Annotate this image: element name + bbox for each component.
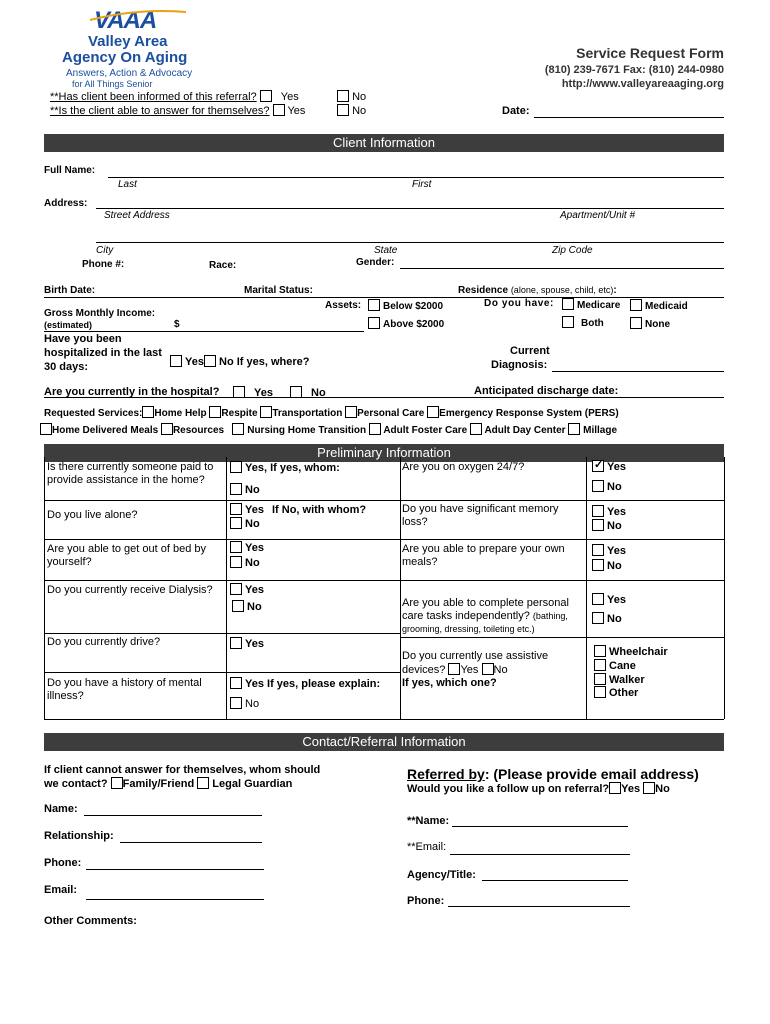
bed-no-option: No — [230, 556, 260, 569]
answer-no-option: No — [337, 104, 366, 117]
personal-yes-option: Yes — [592, 593, 626, 606]
q-drive: Do you currently drive? — [47, 636, 161, 648]
income-dollar: $ — [174, 319, 180, 330]
logo-line2: Agency On Aging — [62, 49, 188, 66]
dialysis-yes-option: Yes — [230, 583, 264, 596]
logo-tagline1: Answers, Action & Advocacy — [66, 68, 193, 79]
relationship-field[interactable] — [120, 842, 262, 843]
hospitalized-no-option: No If yes, where? — [204, 355, 309, 368]
oxygen-yes-option: ✓ Yes — [592, 460, 626, 473]
logo-mark-icon — [88, 6, 188, 32]
meals-yes-checkbox[interactable] — [592, 544, 604, 556]
answer-yes-checkbox[interactable] — [273, 104, 285, 116]
phone-label: Phone #: — [82, 259, 125, 270]
gender-field[interactable] — [400, 268, 724, 269]
city-caption: City — [96, 245, 114, 256]
client-info-header: Client Information — [44, 134, 724, 152]
assets-below-checkbox[interactable] — [368, 299, 380, 311]
mental-no-checkbox[interactable] — [230, 697, 242, 709]
assets-above-option: Above $2000 — [368, 317, 444, 330]
informed-yes-checkbox[interactable] — [260, 90, 272, 102]
q-memory-loss: Do you have significant memory loss? — [402, 503, 559, 528]
apt-caption: Apartment/Unit # — [560, 210, 636, 221]
q-which-device: If yes, which one? — [402, 677, 497, 689]
dialysis-yes-checkbox[interactable] — [230, 583, 242, 595]
memory-no-option: No — [592, 519, 622, 532]
referrer-email-label: **Email: — [407, 841, 447, 853]
income-field[interactable] — [44, 331, 364, 332]
respite-checkbox[interactable] — [209, 406, 221, 418]
oxygen-yes-checkbox[interactable] — [592, 460, 604, 472]
hospitalized-yes-option: Yes — [170, 355, 204, 368]
first-name-caption: First — [412, 179, 432, 190]
assets-above-checkbox[interactable] — [368, 317, 380, 329]
q-assistive-devices: Do you currently use assistive devices? Yes No — [402, 650, 549, 676]
q-oxygen: Are you on oxygen 24/7? — [402, 461, 525, 473]
personal-care-checkbox[interactable] — [345, 406, 357, 418]
paid-no-option: No — [230, 483, 260, 496]
follow-up-yes-checkbox[interactable] — [609, 782, 621, 794]
hospitalized-label-1: Have you been — [44, 333, 122, 345]
none-checkbox[interactable] — [630, 317, 642, 329]
birth-date-label: Birth Date: — [44, 285, 96, 296]
bed-yes-checkbox[interactable] — [230, 541, 242, 553]
referrer-email-field[interactable] — [450, 854, 630, 855]
street-address-field[interactable] — [96, 208, 724, 209]
logo-tagline2: for All Things Senior — [72, 79, 153, 89]
agency-title-label: Agency/Title: — [407, 869, 476, 881]
current-diagnosis-label-1: Current — [510, 345, 550, 357]
medicaid-checkbox[interactable] — [630, 299, 642, 311]
referral-informed-question: **Has client been informed of this referral? Yes — [50, 91, 299, 103]
memory-yes-checkbox[interactable] — [592, 505, 604, 517]
birth-marital-residence-line[interactable] — [44, 297, 724, 298]
answer-no-checkbox[interactable] — [337, 104, 349, 116]
walker-checkbox[interactable] — [594, 673, 606, 685]
pers-checkbox[interactable] — [427, 406, 439, 418]
cane-checkbox[interactable] — [594, 659, 606, 671]
income-estimated-label: (estimated) — [44, 320, 93, 330]
family-friend-checkbox[interactable] — [111, 777, 123, 789]
in-hospital-no-option: No — [290, 386, 326, 399]
walker-option: Walker — [594, 673, 645, 686]
mental-yes-option: Yes If yes, please explain: — [230, 677, 380, 690]
alone-no-option: No — [230, 517, 260, 530]
q-personal-care: Are you able to complete personal care tasks independently? (bathing, grooming, dressing, toileting etc.) — [402, 597, 569, 634]
state-caption: State — [374, 245, 398, 256]
gender-label: Gender: — [356, 257, 395, 268]
memory-yes-option: Yes — [592, 505, 626, 518]
home-help-checkbox[interactable] — [142, 406, 154, 418]
assistive-no-checkbox[interactable] — [482, 663, 494, 675]
adult-day-center-checkbox[interactable] — [470, 423, 482, 435]
home-delivered-meals-checkbox[interactable] — [40, 423, 52, 435]
alone-yes-checkbox[interactable] — [230, 503, 242, 515]
client-answer-question: **Is the client able to answer for themselves? Yes — [50, 105, 306, 117]
paid-no-checkbox[interactable] — [230, 483, 242, 495]
residence-label: Residence (alone, spouse, child, etc): — [458, 285, 617, 296]
follow-up-question: Would you like a follow up on referral? Yes No — [407, 783, 670, 795]
contact-name-label: Name: — [44, 803, 78, 815]
assets-below-option: Below $2000 — [368, 299, 443, 312]
race-label: Race: — [209, 260, 237, 271]
current-diagnosis-field[interactable] — [552, 371, 724, 372]
svg-text:VAAA: VAAA — [94, 7, 157, 32]
referrer-phone-field[interactable] — [448, 906, 630, 907]
other-device-checkbox[interactable] — [594, 686, 606, 698]
hospitalized-label-2: hospitalized in the last — [44, 347, 162, 359]
both-checkbox[interactable] — [562, 316, 574, 328]
contact-referral-header: Contact/Referral Information — [44, 733, 724, 751]
full-name-field[interactable] — [108, 177, 724, 178]
wheelchair-option: Wheelchair — [594, 645, 668, 658]
last-name-caption: Last — [118, 179, 137, 190]
assistive-yes-checkbox[interactable] — [448, 663, 460, 675]
mental-no-option: No — [230, 697, 259, 710]
q-dialysis: Do you currently receive Dialysis? — [47, 584, 213, 596]
cane-option: Cane — [594, 659, 636, 672]
follow-up-no-checkbox[interactable] — [643, 782, 655, 794]
bed-yes-option: Yes — [230, 541, 264, 554]
q-out-of-bed: Are you able to get out of bed by yourself? — [47, 543, 207, 568]
contact-phone-field[interactable] — [86, 869, 264, 870]
other-device-option: Other — [594, 686, 638, 699]
dialysis-no-option: No — [232, 600, 262, 613]
contact-email-field[interactable] — [86, 899, 264, 900]
address-label: Address: — [44, 198, 88, 209]
preliminary-info-header: Preliminary Information — [44, 444, 724, 462]
paid-yes-option: Yes, If yes, whom: — [230, 461, 340, 474]
informed-no-option: No — [337, 90, 366, 103]
wheelchair-checkbox[interactable] — [594, 645, 606, 657]
hospitalized-no-checkbox[interactable] — [204, 355, 216, 367]
oxygen-no-option: No — [592, 480, 622, 493]
q-mental-illness: Do you have a history of mental illness? — [47, 677, 202, 702]
discharge-date-label: Anticipated discharge date: — [474, 385, 619, 397]
other-comments-label: Other Comments: — [44, 915, 137, 927]
nursing-home-transition-checkbox[interactable] — [232, 423, 244, 435]
both-option: Both — [562, 316, 604, 329]
contact-name-field[interactable] — [84, 815, 262, 816]
marital-status-label: Marital Status: — [244, 285, 313, 296]
drive-yes-checkbox[interactable] — [230, 637, 242, 649]
current-diagnosis-label-2: Diagnosis: — [491, 359, 548, 371]
alone-yes-option: Yes If No, with whom? — [230, 503, 366, 516]
contact-phone-label: Phone: — [44, 857, 82, 869]
bed-no-checkbox[interactable] — [230, 556, 242, 568]
cannot-answer-label-1: If client cannot answer for themselves, whom should — [44, 764, 321, 776]
street-caption: Street Address — [104, 210, 170, 221]
memory-no-checkbox[interactable] — [592, 519, 604, 531]
alone-no-checkbox[interactable] — [230, 517, 242, 529]
informed-no-checkbox[interactable] — [337, 90, 349, 102]
resources-checkbox[interactable] — [161, 423, 173, 435]
personal-no-option: No — [592, 612, 622, 625]
mental-yes-checkbox[interactable] — [230, 677, 242, 689]
none-option: None — [630, 317, 670, 330]
form-title: Service Request Form — [576, 45, 724, 61]
q-prepare-meals: Are you able to prepare your own meals? — [402, 543, 565, 568]
adult-foster-care-checkbox[interactable] — [369, 423, 381, 435]
meals-no-option: No — [592, 559, 622, 572]
in-hospital-question: Are you currently in the hospital? — [44, 386, 220, 398]
medicare-option: Medicare — [562, 298, 620, 311]
do-you-have-label: Do you have: — [484, 298, 554, 309]
drive-yes-option: Yes — [230, 637, 264, 650]
zip-caption: Zip Code — [552, 245, 593, 256]
medicaid-option: Medicaid — [630, 299, 688, 312]
millage-checkbox[interactable] — [568, 423, 580, 435]
cannot-answer-label-2: we contact? Family/Friend Legal Guardian — [44, 778, 293, 790]
personal-no-checkbox[interactable] — [592, 612, 604, 624]
transportation-checkbox[interactable] — [260, 406, 272, 418]
personal-yes-checkbox[interactable] — [592, 593, 604, 605]
contact-website: http://www.valleyareaaging.org — [561, 78, 724, 90]
income-label: Gross Monthly Income: — [44, 308, 156, 319]
referred-by-title: Referred by: (Please provide email address) — [407, 766, 699, 782]
assets-label: Assets: — [325, 300, 362, 311]
requested-services-row2: Home Delivered Meals Resources Nursing Home Transition Adult Foster Care Adult Day Center Millage — [40, 423, 617, 436]
meals-no-checkbox[interactable] — [592, 559, 604, 571]
q-live-alone: Do you live alone? — [47, 509, 138, 521]
hospital-discharge-line[interactable] — [44, 397, 724, 398]
legal-guardian-checkbox[interactable] — [197, 777, 209, 789]
paid-yes-checkbox[interactable] — [230, 461, 242, 473]
referrer-phone-label: Phone: — [407, 895, 445, 907]
q-paid-assistance: Is there currently someone paid to provide assistance in the home? — [47, 461, 214, 486]
date-label: Date: — [502, 105, 530, 117]
hospitalized-yes-checkbox[interactable] — [170, 355, 182, 367]
referrer-name-field[interactable] — [452, 826, 628, 827]
requested-services-row1: Requested Services: Home Help Respite Transportation Personal Care Emergency Response System (PERS) — [44, 408, 619, 419]
agency-title-field[interactable] — [482, 880, 628, 881]
contact-phone-fax: (810) 239-7671 Fax: (810) 244-0980 — [544, 64, 724, 76]
contact-email-label: Email: — [44, 884, 78, 896]
city-state-zip-field[interactable] — [96, 242, 724, 243]
oxygen-no-checkbox[interactable] — [592, 480, 604, 492]
logo-line1: Valley Area — [88, 33, 168, 50]
date-field[interactable] — [534, 117, 724, 118]
in-hospital-yes-option: Yes — [233, 386, 273, 399]
medicare-checkbox[interactable] — [562, 298, 574, 310]
hospitalized-label-3: 30 days: — [44, 361, 89, 373]
dialysis-no-checkbox[interactable] — [232, 600, 244, 612]
meals-yes-option: Yes — [592, 544, 626, 557]
referrer-name-label: **Name: — [407, 815, 450, 827]
full-name-label: Full Name: — [44, 165, 96, 176]
relationship-label: Relationship: — [44, 830, 114, 842]
